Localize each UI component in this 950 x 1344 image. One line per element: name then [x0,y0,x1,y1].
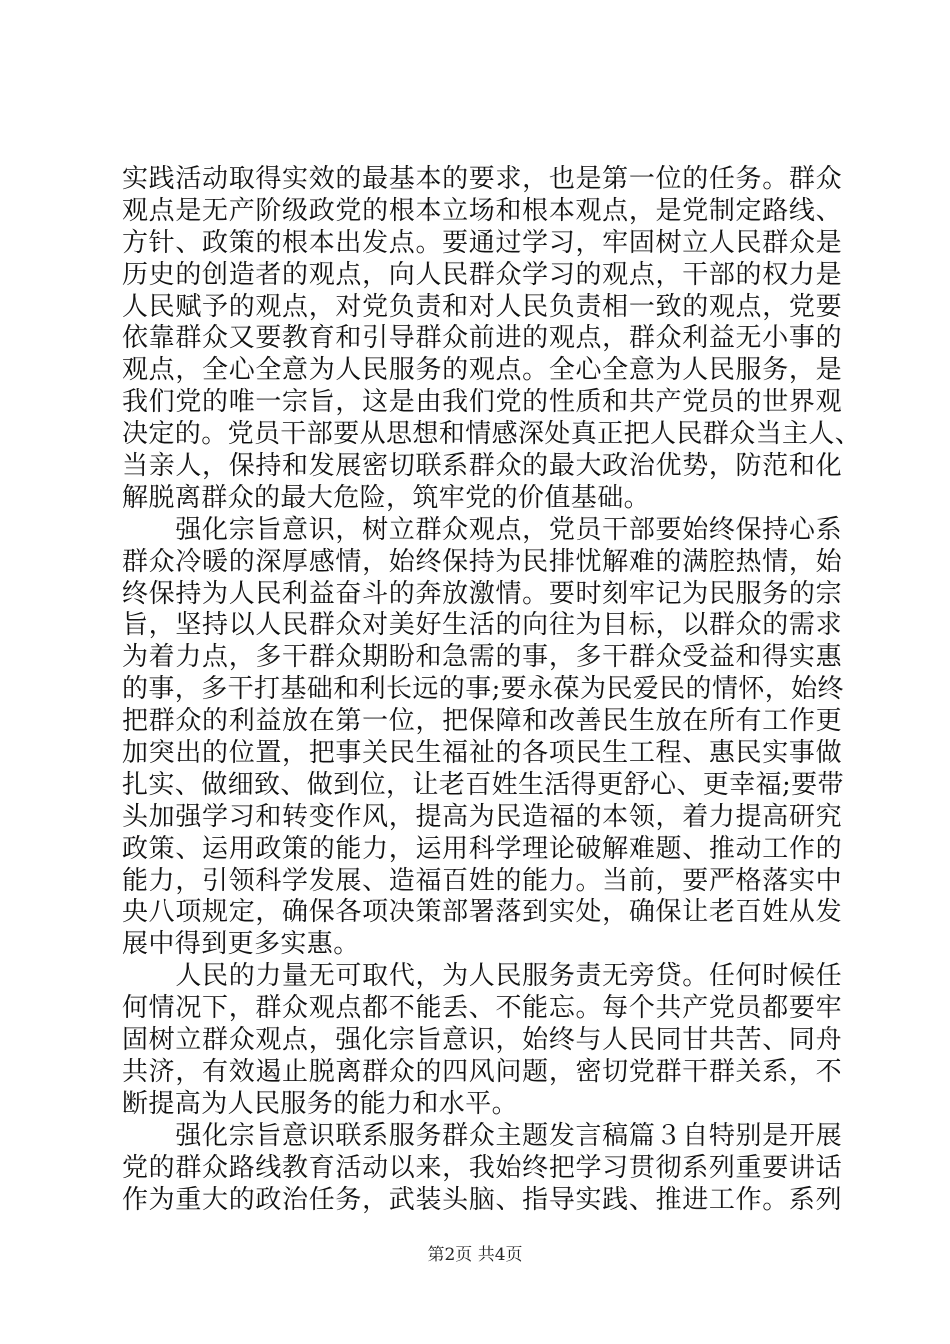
text-line: 能力，引领科学发展、造福百姓的能力。当前，要严格落实中 [122,865,842,896]
text-line: 实践活动取得实效的最基本的要求，也是第一位的任务。群众 [122,164,842,194]
text-line: 的事，多干打基础和利长远的事;要永葆为民爱民的情怀，始终 [122,674,844,705]
text-line: 展中得到更多实惠。 [122,929,360,960]
text-line: 为着力点，多干群众期盼和急需的事，多干群众受益和得实惠 [122,642,842,673]
text-line: 解脱离群众的最大危险，筑牢党的价值基础。 [122,482,651,513]
text-line: 共济，有效遏止脱离群众的四风问题，密切党群干群关系，不 [122,1056,842,1087]
text-line: 作为重大的政治任务，武装头脑、指导实践、推进工作。系列 [122,1184,842,1215]
text-line: 党的群众路线教育活动以来，我始终把学习贯彻系列重要讲话 [122,1152,842,1183]
text-line: 央八项规定，确保各项决策部署落到实处，确保让老百姓从发 [122,897,842,928]
text-line: 我们党的唯一宗旨，这是由我们党的性质和共产党员的世界观 [122,387,842,418]
text-line: 把群众的利益放在第一位，把保障和改善民生放在所有工作更 [122,706,842,737]
page-number-footer: 第2页 共4页 [427,1245,523,1265]
text-line: 观点，全心全意为人民服务的观点。全心全意为人民服务，是 [122,355,842,386]
text-line: 旨，坚持以人民群众对美好生活的向往为目标，以群众的需求 [122,610,842,641]
text-line: 方针、政策的根本出发点。要通过学习，牢固树立人民群众是 [122,227,842,258]
text-line: 当亲人，保持和发展密切联系群众的最大政治优势，防范和化 [122,451,842,482]
text-line: 加突出的位置，把事关民生福祉的各项民生工程、惠民实事做 [122,738,842,769]
text-line: 依靠群众又要教育和引导群众前进的观点，群众利益无小事的 [122,323,842,354]
text-line: 强化宗旨意识联系服务群众主题发言稿篇３自特别是开展 [122,1120,842,1151]
text-line: 历史的创造者的观点，向人民群众学习的观点，干部的权力是 [122,259,842,290]
text-line: 决定的。党员干部要从思想和情感深处真正把人民群众当主人、 [122,419,862,450]
text-line: 政策、运用政策的能力，运用科学理论破解难题、推动工作的 [122,833,842,864]
text-line: 终保持为人民利益奋斗的奔放激情。要时刻牢记为民服务的宗 [122,578,842,609]
text-line: 观点是无产阶级政党的根本立场和根本观点，是党制定路线、 [122,195,842,226]
text-line: 何情况下，群众观点都不能丢、不能忘。每个共产党员都要牢 [122,993,842,1024]
text-line: 固树立群众观点，强化宗旨意识，始终与人民同甘共苦、同舟 [122,1025,842,1056]
text-line: 扎实、做细致、做到位，让老百姓生活得更舒心、更幸福;要带 [122,769,844,800]
text-line: 强化宗旨意识，树立群众观点，党员干部要始终保持心系 [122,514,842,545]
text-line: 人民的力量无可取代，为人民服务责无旁贷。任何时候任 [122,961,842,992]
text-line: 群众冷暖的深厚感情，始终保持为民排忧解难的满腔热情，始 [122,546,842,577]
text-line: 断提高为人民服务的能力和水平。 [122,1088,519,1119]
text-line: 人民赋予的观点，对党负责和对人民负责相一致的观点，党要 [122,291,842,322]
body-text [122,164,862,1216]
text-line: 头加强学习和转变作风，提高为民造福的本领，着力提高研究 [122,801,842,832]
